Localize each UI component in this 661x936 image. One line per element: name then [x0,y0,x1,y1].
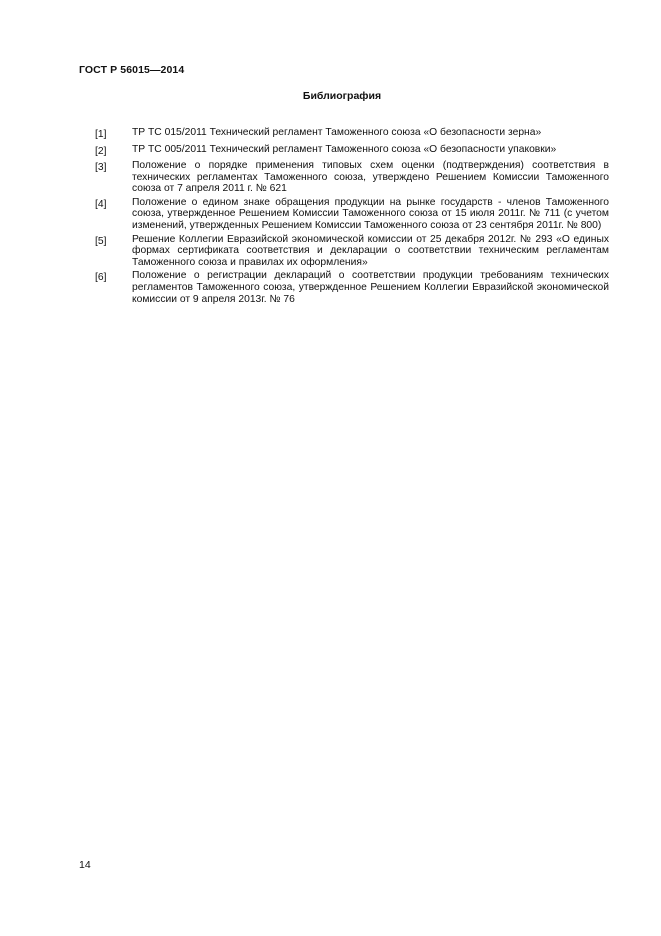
entry-text: Положение о регистрации деклараций о соответствии продукции требованиям технических регламентов Таможенного союза, утвержденное Решением Коллегии Евразийской экономической комиссии от 9 апреля 2013г. № 76 [132,270,609,305]
entry-text: ТР ТС 015/2011 Технический регламент Таможенного союза «О безопасности зерна» [132,127,542,138]
entry-number: [1] [95,129,107,140]
entry-text: Положение о порядке применения типовых схем оценки (подтверждения) соответствия в технических регламентах Таможенного союза, утверждено Решением Комиссии Таможенного союза от 7 апреля 2011 г. № 621 [132,160,609,195]
entry-number: [6] [95,272,107,284]
bibliography-entry [95,144,609,159]
bibliography-entry [95,197,609,232]
entry-text: Решение Коллегии Евразийской экономической комиссии от 25 декабря 2012г. № 293 «О единых формах сертификата соответствия и декларации о соответствии техническим регламентам Таможенного союза и правилах их оформления» [132,233,609,268]
bibliography-entry [95,234,609,269]
bibliography-title: Библиография [302,90,382,102]
entry-number: [2] [95,145,107,157]
entry-number: [4] [95,198,107,210]
entry-number: [3] [95,162,107,173]
bibliography-entry [95,270,609,305]
bibliography-entry [95,160,609,195]
entry-text: Положение о едином знаке обращения продукции на рынке государств - членов Таможенного союза, утвержденное Решением Комиссии Таможенного союза от 15 июля 2011г. № 711 (с учетом изменений, утвержденных Решением Комиссии Таможенного союза от 23 сентября 2011г. № 800) [132,196,609,231]
bibliography-entry [95,127,609,142]
standard-code-header: ГОСТ Р 56015—2014 [79,64,185,76]
bibliography-list [95,127,609,307]
entry-text: ТР ТС 005/2011 Технический регламент Таможенного союза «О безопасности упаковки» [132,143,557,155]
entry-number: [5] [95,235,107,247]
page-number: 14 [79,859,91,871]
